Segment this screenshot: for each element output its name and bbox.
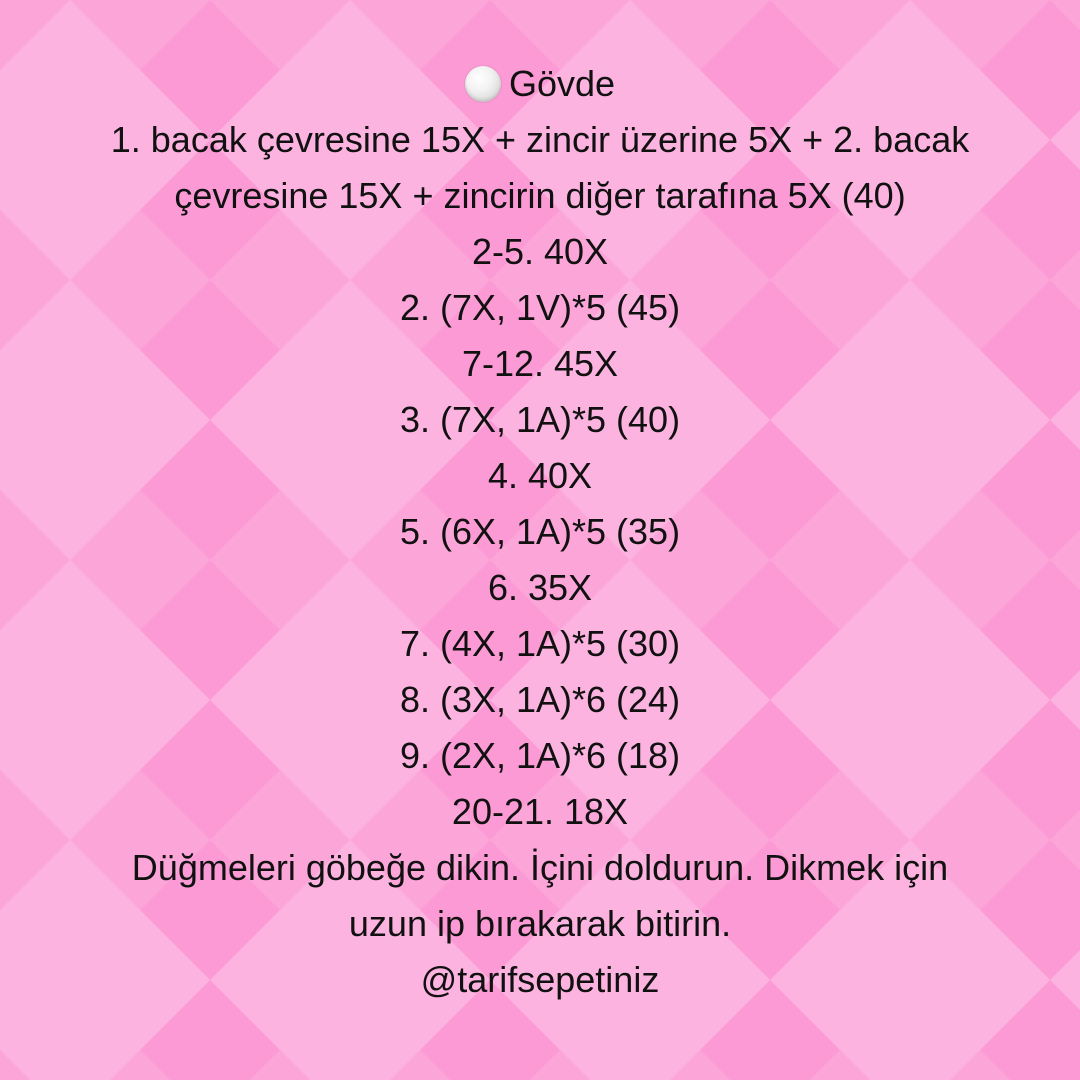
instruction-line-1: 1. bacak çevresine 15X + zincir üzerine 5X + 2. bacak çevresine 15X + zincirin diğer tarafına 5X (40) <box>110 119 970 216</box>
instruction-line-12: 20-21. 18X <box>451 791 629 832</box>
instruction-line-9: 7. (4X, 1A)*5 (30) <box>399 623 681 664</box>
instruction-line-2: 2-5. 40X <box>471 231 609 272</box>
instruction-line-3: 2. (7X, 1V)*5 (45) <box>399 287 681 328</box>
closing-instructions: Düğmeleri göbeğe dikin. İçini doldurun. Dikmek için uzun ip bırakarak bitirin. <box>131 847 949 944</box>
pattern-text-block <box>0 56 1080 1008</box>
instagram-handle: @tarifsepetiniz <box>420 959 660 1000</box>
instruction-line-7: 5. (6X, 1A)*5 (35) <box>399 511 681 552</box>
instruction-line-6: 4. 40X <box>487 455 593 496</box>
instruction-line-10: 8. (3X, 1A)*6 (24) <box>399 679 681 720</box>
instruction-line-11: 9. (2X, 1A)*6 (18) <box>399 735 681 776</box>
instruction-line-4: 7-12. 45X <box>461 343 619 384</box>
instruction-line-8: 6. 35X <box>487 567 593 608</box>
section-title-text: Gövde <box>508 63 616 104</box>
instruction-line-5: 3. (7X, 1A)*5 (40) <box>399 399 681 440</box>
white-circle-icon <box>465 66 501 102</box>
section-title <box>100 56 980 112</box>
